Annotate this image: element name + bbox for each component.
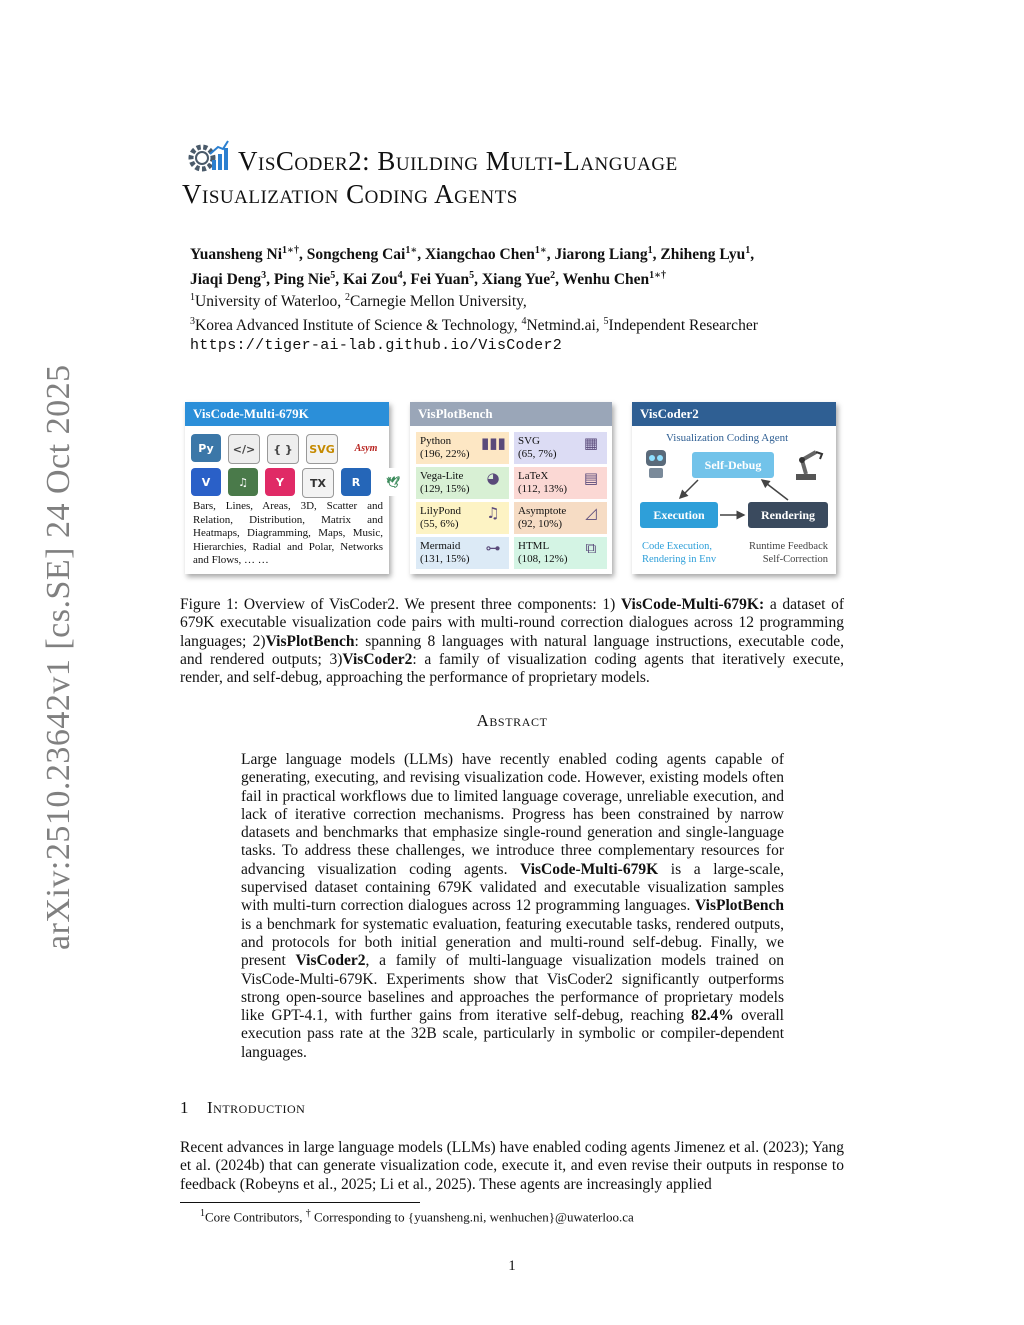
- title-line-1: VisCoder2: Building Multi-Language: [238, 146, 678, 176]
- page-number: 1: [508, 1258, 516, 1274]
- caption-left-line-2: Rendering in Env: [642, 554, 717, 565]
- lang-cell-latex: [514, 467, 607, 499]
- lang-chart-icon: ◿: [585, 504, 597, 522]
- lang-stats: (92, 10%): [518, 517, 562, 530]
- lang-cell-mermaid: [416, 537, 509, 569]
- lang-stats: (108, 12%): [518, 552, 568, 565]
- panel3-title: VisCoder2: [632, 402, 836, 426]
- abstract-text-3: is a benchmark for systematic evaluation, featuring executable tasks, rendered outputs, and protocols for both initial generation and multi-round self-debug. Finally, we present: [241, 915, 784, 970]
- section-title-text: Introduction: [207, 1098, 306, 1117]
- lang-chart-icon: ▮▮▮: [481, 434, 506, 452]
- latex-icon: TX: [302, 468, 334, 498]
- caption-lead: Figure 1: Overview of VisCoder2. We present three components: 1): [180, 596, 621, 613]
- figure-panel-visplotbench: [410, 402, 612, 574]
- lang-cell-lilypond: [416, 502, 509, 534]
- lilypond-icon: ♫: [228, 468, 258, 496]
- mermaid-icon: Y: [265, 468, 295, 496]
- lang-cell-html: [514, 537, 607, 569]
- affiliations-line-1: $^1$University of Waterloo, $^2$Carnegie Mellon University,: [190, 292, 527, 311]
- lang-chart-icon: ▦: [583, 434, 599, 452]
- abstract-bold-4: 82.4%: [691, 1007, 734, 1025]
- lang-cell-python: [416, 432, 509, 464]
- caption-left-line-1: Code Execution,: [642, 541, 712, 552]
- authors-line-1: Yuansheng $Ni^{1∗\dagger}$, Songcheng Cai$^{1∗}$, Xiangchao Chen$^{1∗}$, Jiarong Liang$^1$, Zhiheng Lyu$^1$,: [190, 245, 755, 264]
- project-url-link[interactable]: https://tiger-ai-lab.github.io/VisCoder2: [190, 337, 563, 354]
- panel1-description: Bars, Lines, Areas, 3D, Scatter and Relation, Distribution, Matrix and Heatmaps, Diagramming, Maps, Music, Hierarchies, Radial and Polar, Networks and Flows, … …: [193, 500, 383, 567]
- section-heading: [180, 1098, 305, 1118]
- introduction-paragraph: Recent advances in large language models (LLMs) have enabled coding agents Jimenez et al. (2023); Yang et al. (2024b) that can generate visualization code, execute it, and even revise their outputs in response to feedback (Robeyns et al., 2025; Li et al., 2025). These agents are increasingly applied: [180, 1139, 844, 1193]
- caption-bold-2: VisPlotBench: [265, 632, 355, 650]
- lang-name: LaTeX: [518, 470, 549, 482]
- abstract-text-1: Large language models (LLMs) have recently enabled coding agents capable of generating, executing, and revising visualization code. However, existing models often fail in practical workflows due to limited language coverage, unreliable execution, and lack of iterative correction mechanisms. Progress has been constrained by narrow datasets and benchmarks that emphasize single-round generation and single-language tasks. To address these challenges, we introduce three complementary resources for advancing visualization coding agents.: [241, 751, 784, 878]
- lang-chart-icon: ▤: [583, 469, 599, 487]
- vega-icon: V: [191, 468, 221, 496]
- abstract-bold-1: VisCode-Multi-679K: [520, 860, 659, 878]
- abstract-text-5: overall execution pass rate at the 32B scale, particularly in symbolic or compiler-dependent languages.: [241, 1007, 784, 1061]
- panel3-caption-left: [642, 540, 716, 566]
- panel3-subtitle: Visualization Coding Agent: [666, 432, 789, 444]
- arxiv-stamp: arXiv:2510.23642v1 [cs.SE] 24 Oct 2025: [40, 364, 77, 950]
- lang-stats: (129, 15%): [420, 482, 470, 495]
- execution-node: Execution: [640, 502, 718, 528]
- caption-bold-1: VisCode-Multi-679K:: [620, 596, 765, 613]
- lang-name: SVG: [518, 435, 541, 447]
- asymptote-icon: Asym: [345, 434, 387, 462]
- r-icon: R: [341, 468, 371, 496]
- lang-cell-vegalite: [416, 467, 509, 499]
- lang-name: LilyPond: [420, 505, 461, 517]
- abstract-body: [241, 751, 784, 1062]
- paper-title: [182, 145, 882, 211]
- caption-right-line-1: Runtime Feedback: [748, 541, 828, 552]
- figure-panel-viscoder2: [632, 402, 836, 574]
- lang-stats: (131, 15%): [420, 552, 470, 565]
- section-number: 1: [180, 1098, 189, 1117]
- panel1-title: VisCode-Multi-679K: [185, 402, 389, 426]
- lang-chart-icon: ◕: [486, 469, 500, 487]
- lang-chart-icon: ♫: [486, 504, 500, 522]
- lang-stats: (65, 7%): [518, 447, 557, 460]
- code-file-icon: { }: [267, 434, 299, 464]
- html-icon: </>: [228, 434, 260, 464]
- caption-right-line-2: Self-Correction: [762, 554, 828, 565]
- lang-name: Mermaid: [420, 540, 461, 552]
- caption-text-2: : spanning 8 languages with natural language instructions, executable code, and rendered outputs; 3): [180, 632, 844, 668]
- caption-text-3: : a family of visualization coding agents that iteratively execute, render, and self-debug, approaching the performance of proprietary models.: [180, 650, 844, 687]
- affiliations-line-2: $^3$Korea Advanced Institute of Science & Technology, $^4$Netmind.ai, $^5$Independent Researcher: [190, 316, 758, 335]
- authors-line-2: Jiaqi Deng$^3$, Ping Nie$^5$, Kai Zou$^4$, Fei Yuan$^5$, Xiang Yue$^2$, Wenhu Chen$^{1∗\dagger}$: [190, 270, 667, 289]
- caption-bold-3: VisCoder2: [342, 650, 413, 668]
- self-debug-node: Self-Debug: [692, 452, 774, 478]
- lang-chart-icon: ⊶: [485, 539, 501, 557]
- rendering-node: Rendering: [748, 502, 828, 528]
- lang-name: Asymptote: [518, 505, 567, 517]
- footnote-rule: [180, 1202, 420, 1203]
- lang-name: Python: [420, 435, 452, 447]
- lang-name: Vega-Lite: [420, 470, 464, 482]
- lang-name: HTML: [518, 540, 550, 552]
- abstract-bold-2: VisPlotBench: [695, 897, 784, 915]
- figure-panel-viscode-multi: [185, 402, 400, 574]
- footnote: $^1$Core Contributors, † Corresponding to {yuansheng.ni, wenhuchen}@uwaterloo.ca: [200, 1208, 634, 1225]
- panel3-caption-right: [749, 540, 828, 566]
- lang-cell-asymptote: [514, 502, 607, 534]
- figure-caption: [180, 596, 844, 687]
- affiliations: [190, 288, 890, 336]
- author-list: [190, 240, 850, 290]
- abstract-text-4: , a family of multi-language visualization models trained on VisCode-Multi-679K. Experiments show that VisCoder2 significantly outperforms strong open-source baselines and approaches the performance of proprietary models like GPT-4.1, with further gains from iterative self-debug, reaching: [241, 952, 784, 1025]
- caption-text-1: a dataset of 679K executable visualization code pairs with multi-round correction dialogues across 12 programming languages; 2): [180, 596, 844, 650]
- svg-icon: SVG: [306, 434, 338, 464]
- lang-stats: (196, 22%): [420, 447, 470, 460]
- abstract-text-2: is a large-scale, supervised dataset containing 679K validated and executable visualization samples with multi-turn correction dialogues across 12 programming languages.: [241, 860, 784, 915]
- lang-chart-icon: ⧉: [585, 539, 597, 557]
- bird-icon: 🕊: [378, 468, 408, 496]
- lang-stats: (55, 6%): [420, 517, 459, 530]
- title-line-2: Visualization Coding Agents: [182, 179, 518, 209]
- lang-cell-svg: [514, 432, 607, 464]
- python-icon: Py: [191, 434, 221, 462]
- lang-stats: (112, 13%): [518, 482, 568, 495]
- panel2-title: VisPlotBench: [410, 402, 612, 426]
- abstract-bold-3: VisCoder2: [295, 952, 366, 970]
- abstract-heading: Abstract: [476, 711, 548, 730]
